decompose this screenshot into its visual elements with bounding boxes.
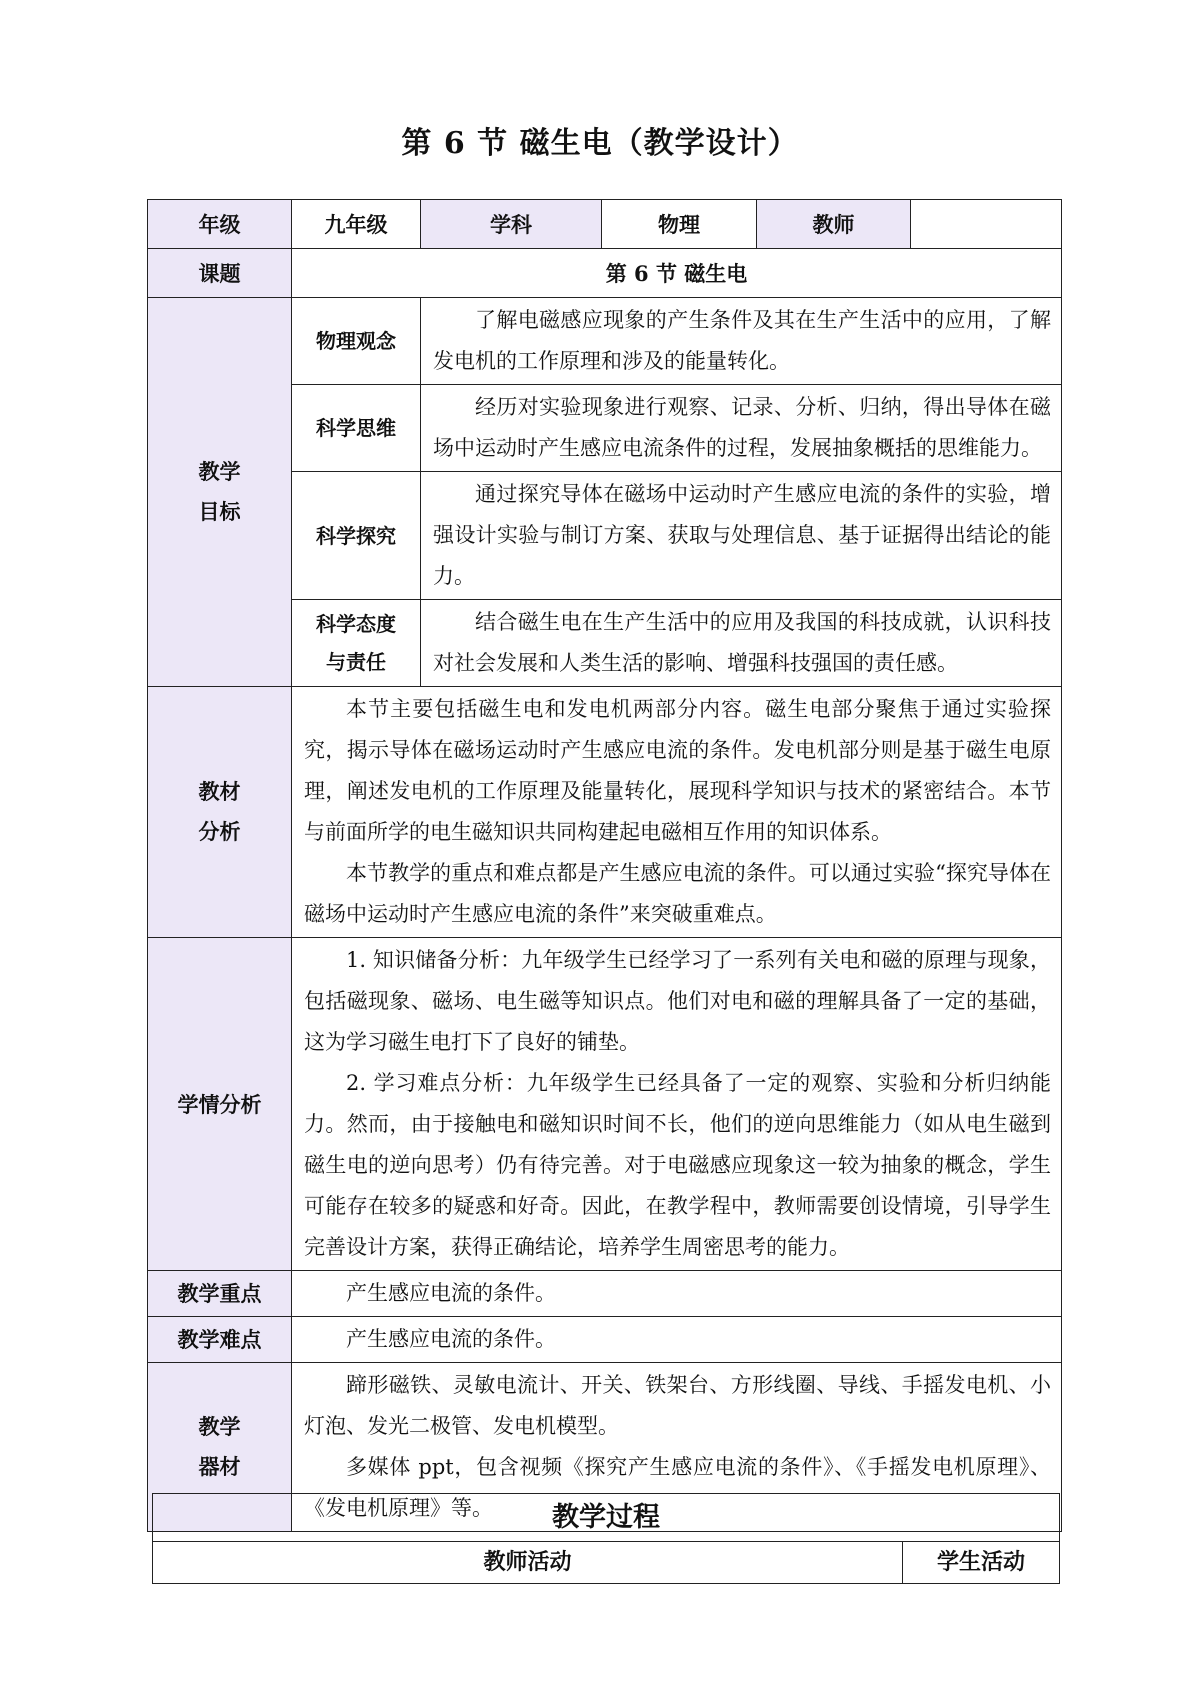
lesson-plan-table (147, 199, 1062, 1532)
topic-label: 课题 (148, 249, 292, 298)
material-analysis-label: 教材 分析 (148, 687, 292, 938)
difficult-point-label: 教学难点 (148, 1317, 292, 1363)
process-title: 教学过程 (153, 1494, 1060, 1542)
grade-label: 年级 (148, 200, 292, 249)
teacher-activity-header: 教师活动 (153, 1542, 903, 1584)
objective-text: 了解电磁感应现象的产生条件及其在生产生活中的应用，了解发电机的工作原理和涉及的能量转化。 (421, 298, 1062, 385)
subject-value: 物理 (602, 200, 757, 249)
student-analysis-text: 1. 知识储备分析：九年级学生已经学习了一系列有关电和磁的原理与现象，包括磁现象、磁场、电生磁等知识点。他们对电和磁的理解具备了一定的基础，这为学习磁生电打下了良好的铺垫。 2. 学习难点分析：九年级学生已经具备了一定的观察、实验和分析归纳能力。然而，由于接触电和磁知识时间不长，他们的逆向思维能力（如从电生磁到磁生电的逆向思考）仍有待完善。对于电磁感应现象这一较为抽象的概念，学生可能存在较多的疑惑和好奇。因此，在教学程中，教师需要创设情境，引导学生完善设计方案，获得正确结论，培养学生周密思考的能力。 (292, 938, 1062, 1271)
student-analysis-label: 学情分析 (148, 938, 292, 1271)
topic-value: 第 6 节 磁生电 (292, 249, 1062, 298)
grade-value: 九年级 (292, 200, 421, 249)
teacher-value (911, 200, 1062, 249)
objective-text: 通过探究导体在磁场中运动时产生感应电流的条件的实验，增强设计实验与制订方案、获取与处理信息、基于证据得出结论的能力。 (421, 472, 1062, 600)
equipment-text: 蹄形磁铁、灵敏电流计、开关、铁架台、方形线圈、导线、手摇发电机、小灯泡、发光二极管、发电机模型。 多媒体 ppt，包含视频《探究产生感应电流的条件》、《手摇发电机原理》、《发电机原理》等。 (292, 1363, 1062, 1532)
objective-name: 科学思维 (292, 385, 421, 472)
teaching-process-table (152, 1493, 1060, 1584)
objective-name: 科学态度 与责任 (292, 600, 421, 687)
objective-name: 物理观念 (292, 298, 421, 385)
material-analysis-text: 本节主要包括磁生电和发电机两部分内容。磁生电部分聚焦于通过实验探究，揭示导体在磁场运动时产生感应电流的条件。发电机部分则是基于磁生电原理，阐述发电机的工作原理及能量转化，展现科学知识与技术的紧密结合。本节与前面所学的电生磁知识共同构建起电磁相互作用的知识体系。 本节教学的重点和难点都是产生感应电流的条件。可以通过实验“探究导体在磁场中运动时产生感应电流的条件”来突破重难点。 (292, 687, 1062, 938)
document-title: 第 6 节 磁生电（教学设计） (401, 126, 799, 161)
student-activity-header: 学生活动 (903, 1542, 1060, 1584)
subject-label: 学科 (421, 200, 602, 249)
teacher-label: 教师 (757, 200, 911, 249)
objective-name: 科学探究 (292, 472, 421, 600)
key-point-text: 产生感应电流的条件。 (292, 1271, 1062, 1317)
difficult-point-text: 产生感应电流的条件。 (292, 1317, 1062, 1363)
objectives-label: 教学 目标 (148, 298, 292, 687)
objective-text: 经历对实验现象进行观察、记录、分析、归纳，得出导体在磁场中运动时产生感应电流条件的过程，发展抽象概括的思维能力。 (421, 385, 1062, 472)
equipment-label: 教学 器材 (148, 1363, 292, 1532)
key-point-label: 教学重点 (148, 1271, 292, 1317)
objective-text: 结合磁生电在生产生活中的应用及我国的科技成就，认识科技对社会发展和人类生活的影响、增强科技强国的责任感。 (421, 600, 1062, 687)
